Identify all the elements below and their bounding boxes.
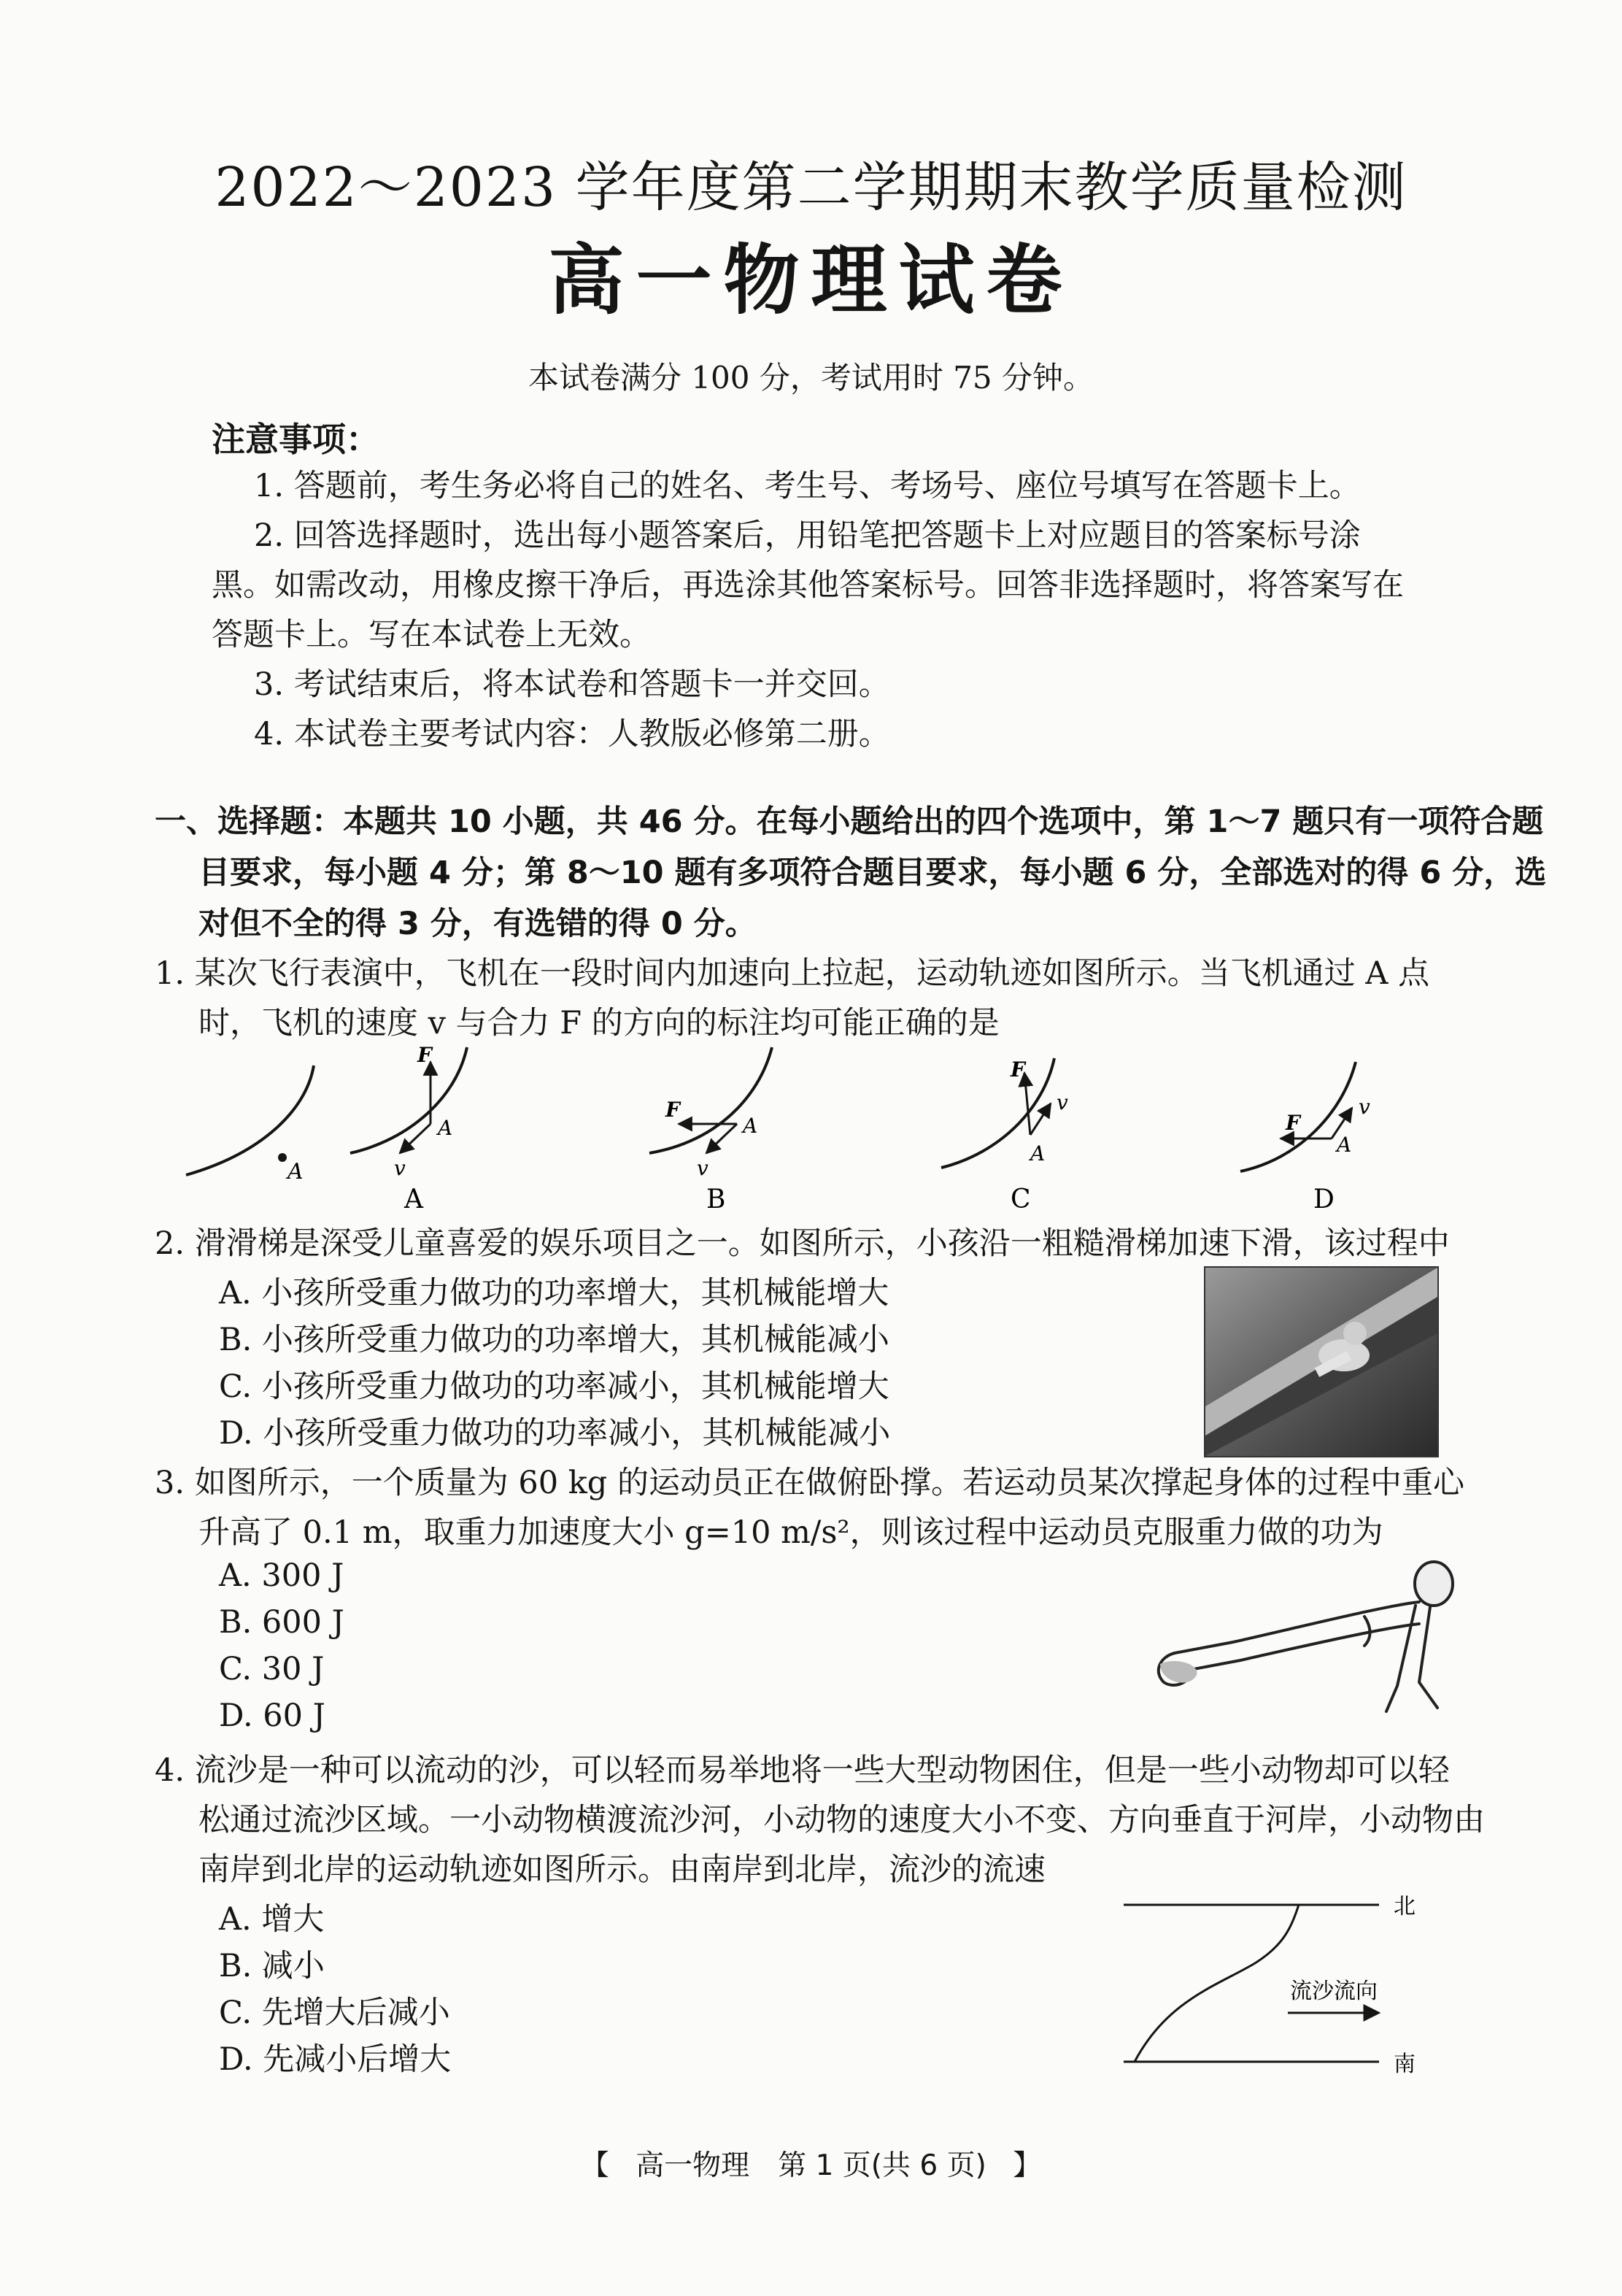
exam-title: 2022～2023 学年度第二学期期末教学质量检测 (215, 156, 1407, 219)
velocity-label: v (697, 1156, 708, 1180)
question-2-option: C. 小孩所受重力做功的功率减小，其机械能增大 (219, 1368, 889, 1405)
force-label: F (417, 1044, 432, 1067)
option-label: C (1011, 1184, 1031, 1214)
velocity-label: v (1057, 1090, 1068, 1114)
question-4-stem: 4. 流沙是一种可以流动的沙，可以轻而易举地将一些大型动物困住，但是一些小动物却可以轻 (155, 1752, 1450, 1789)
force-label: F (1011, 1058, 1025, 1082)
question-2-option: A. 小孩所受重力做功的功率增大，其机械能增大 (219, 1275, 889, 1311)
question-3-option: C. 30 J (219, 1651, 325, 1687)
question-2-option: B. 小孩所受重力做功的功率增大，其机械能减小 (219, 1322, 889, 1358)
option-label: B (706, 1184, 726, 1214)
point-label: A (287, 1159, 304, 1184)
question-2-stem: 2. 滑滑梯是深受儿童喜爱的娱乐项目之一。如图所示，小孩沿一粗糙滑梯加速下滑，该过程中 (155, 1225, 1450, 1262)
velocity-arrow (400, 1124, 430, 1153)
note-line: 黑。如需改动，用橡皮擦干净后，再选涂其他答案标号。回答非选择题时，将答案写在 (212, 567, 1404, 604)
note-line: 4. 本试卷主要考试内容：人教版必修第二册。 (254, 716, 890, 752)
slide-photo (1204, 1266, 1439, 1457)
footer-bracket-open: 【 (580, 2149, 609, 2182)
exam-subtitle: 高一物理试卷 (548, 236, 1074, 325)
question-3-option: D. 60 J (219, 1698, 325, 1734)
footer-bracket-close: 】 (1013, 2149, 1042, 2182)
note-line: 3. 考试结束后，将本试卷和答题卡一并交回。 (254, 666, 890, 703)
south-label: 南 (1394, 2052, 1416, 2077)
point-label: A (1030, 1141, 1046, 1166)
question-4-option: A. 增大 (219, 1901, 325, 1938)
question-4-stem: 松通过流沙区域。一小动物横渡流沙河，小动物的速度大小不变、方向垂直于河岸，小动物由 (198, 1802, 1485, 1838)
velocity-label: v (394, 1156, 406, 1180)
velocity-label: v (1359, 1095, 1370, 1119)
section-instructions: 一、选择题：本题共 10 小题，共 46 分。在每小题给出的四个选项中，第 1～7 题只有一项符合题 (155, 804, 1544, 840)
page-footer (0, 2143, 1622, 2184)
question-4-option: B. 减小 (219, 1948, 325, 1984)
note-line: 1. 答题前，考生务必将自己的姓名、考生号、考场号、座位号填写在答题卡上。 (254, 468, 1361, 504)
quicksand-figure (1109, 1876, 1445, 2095)
north-label: 北 (1394, 1894, 1416, 1919)
section-instructions: 目要求，每小题 4 分；第 8～10 题有多项符合题目要求，每小题 6 分，全部选对的得 6 分，选 (198, 855, 1547, 891)
question-3-stem: 3. 如图所示，一个质量为 60 kg 的运动员正在做俯卧撑。若运动员某次撑起身体的过程中重心 (155, 1465, 1464, 1501)
force-arrow (1024, 1073, 1030, 1135)
option-label: A (404, 1184, 423, 1214)
question-4-stem: 南岸到北岸的运动轨迹如图所示。由南岸到北岸，流沙的流速 (198, 1852, 1046, 1888)
exam-intro: 本试卷满分 100 分，考试用时 75 分钟。 (528, 360, 1094, 396)
velocity-arrow (706, 1124, 737, 1153)
section-instructions: 对但不全的得 3 分，有选错的得 0 分。 (198, 906, 757, 942)
question-1-figure (0, 1044, 1622, 1219)
slide-photo-image (1205, 1268, 1437, 1456)
question-3-option: A. 300 J (219, 1557, 344, 1594)
question-2-option: D. 小孩所受重力做功的功率减小，其机械能减小 (219, 1415, 891, 1452)
note-line: 答题卡上。写在本试卷上无效。 (212, 617, 651, 653)
question-4-option: C. 先增大后减小 (219, 1995, 450, 2031)
pushup-figure (1131, 1555, 1474, 1737)
option-label: D (1313, 1184, 1335, 1214)
point-a (278, 1153, 287, 1162)
point-label: A (743, 1114, 758, 1138)
question-4-option: D. 先减小后增大 (219, 2041, 452, 2078)
flow-label: 流沙流向 (1290, 1979, 1378, 2004)
notes-heading: 注意事项： (212, 420, 379, 459)
note-line: 2. 回答选择题时，选出每小题答案后，用铅笔把答题卡上对应题目的答案标号涂 (254, 517, 1361, 554)
point-label: A (438, 1116, 453, 1140)
footer-text: 高一物理 第 1 页(共 6 页) (636, 2149, 986, 2182)
question-1-stem: 时，飞机的速度 v 与合力 F 的方向的标注均可能正确的是 (198, 1005, 1000, 1041)
force-label: F (665, 1098, 680, 1122)
question-3-option: B. 600 J (219, 1604, 344, 1641)
force-label: F (1286, 1111, 1300, 1135)
question-3-stem: 升高了 0.1 m，取重力加速度大小 g=10 m/s²，则该过程中运动员克服重力做的功为 (198, 1514, 1383, 1551)
point-label: A (1337, 1133, 1352, 1157)
animal-trajectory (1135, 1905, 1299, 2062)
question-1-stem: 1. 某次飞行表演中，飞机在一段时间内加速向上拉起，运动轨迹如图所示。当飞机通过 A 点 (155, 955, 1430, 992)
